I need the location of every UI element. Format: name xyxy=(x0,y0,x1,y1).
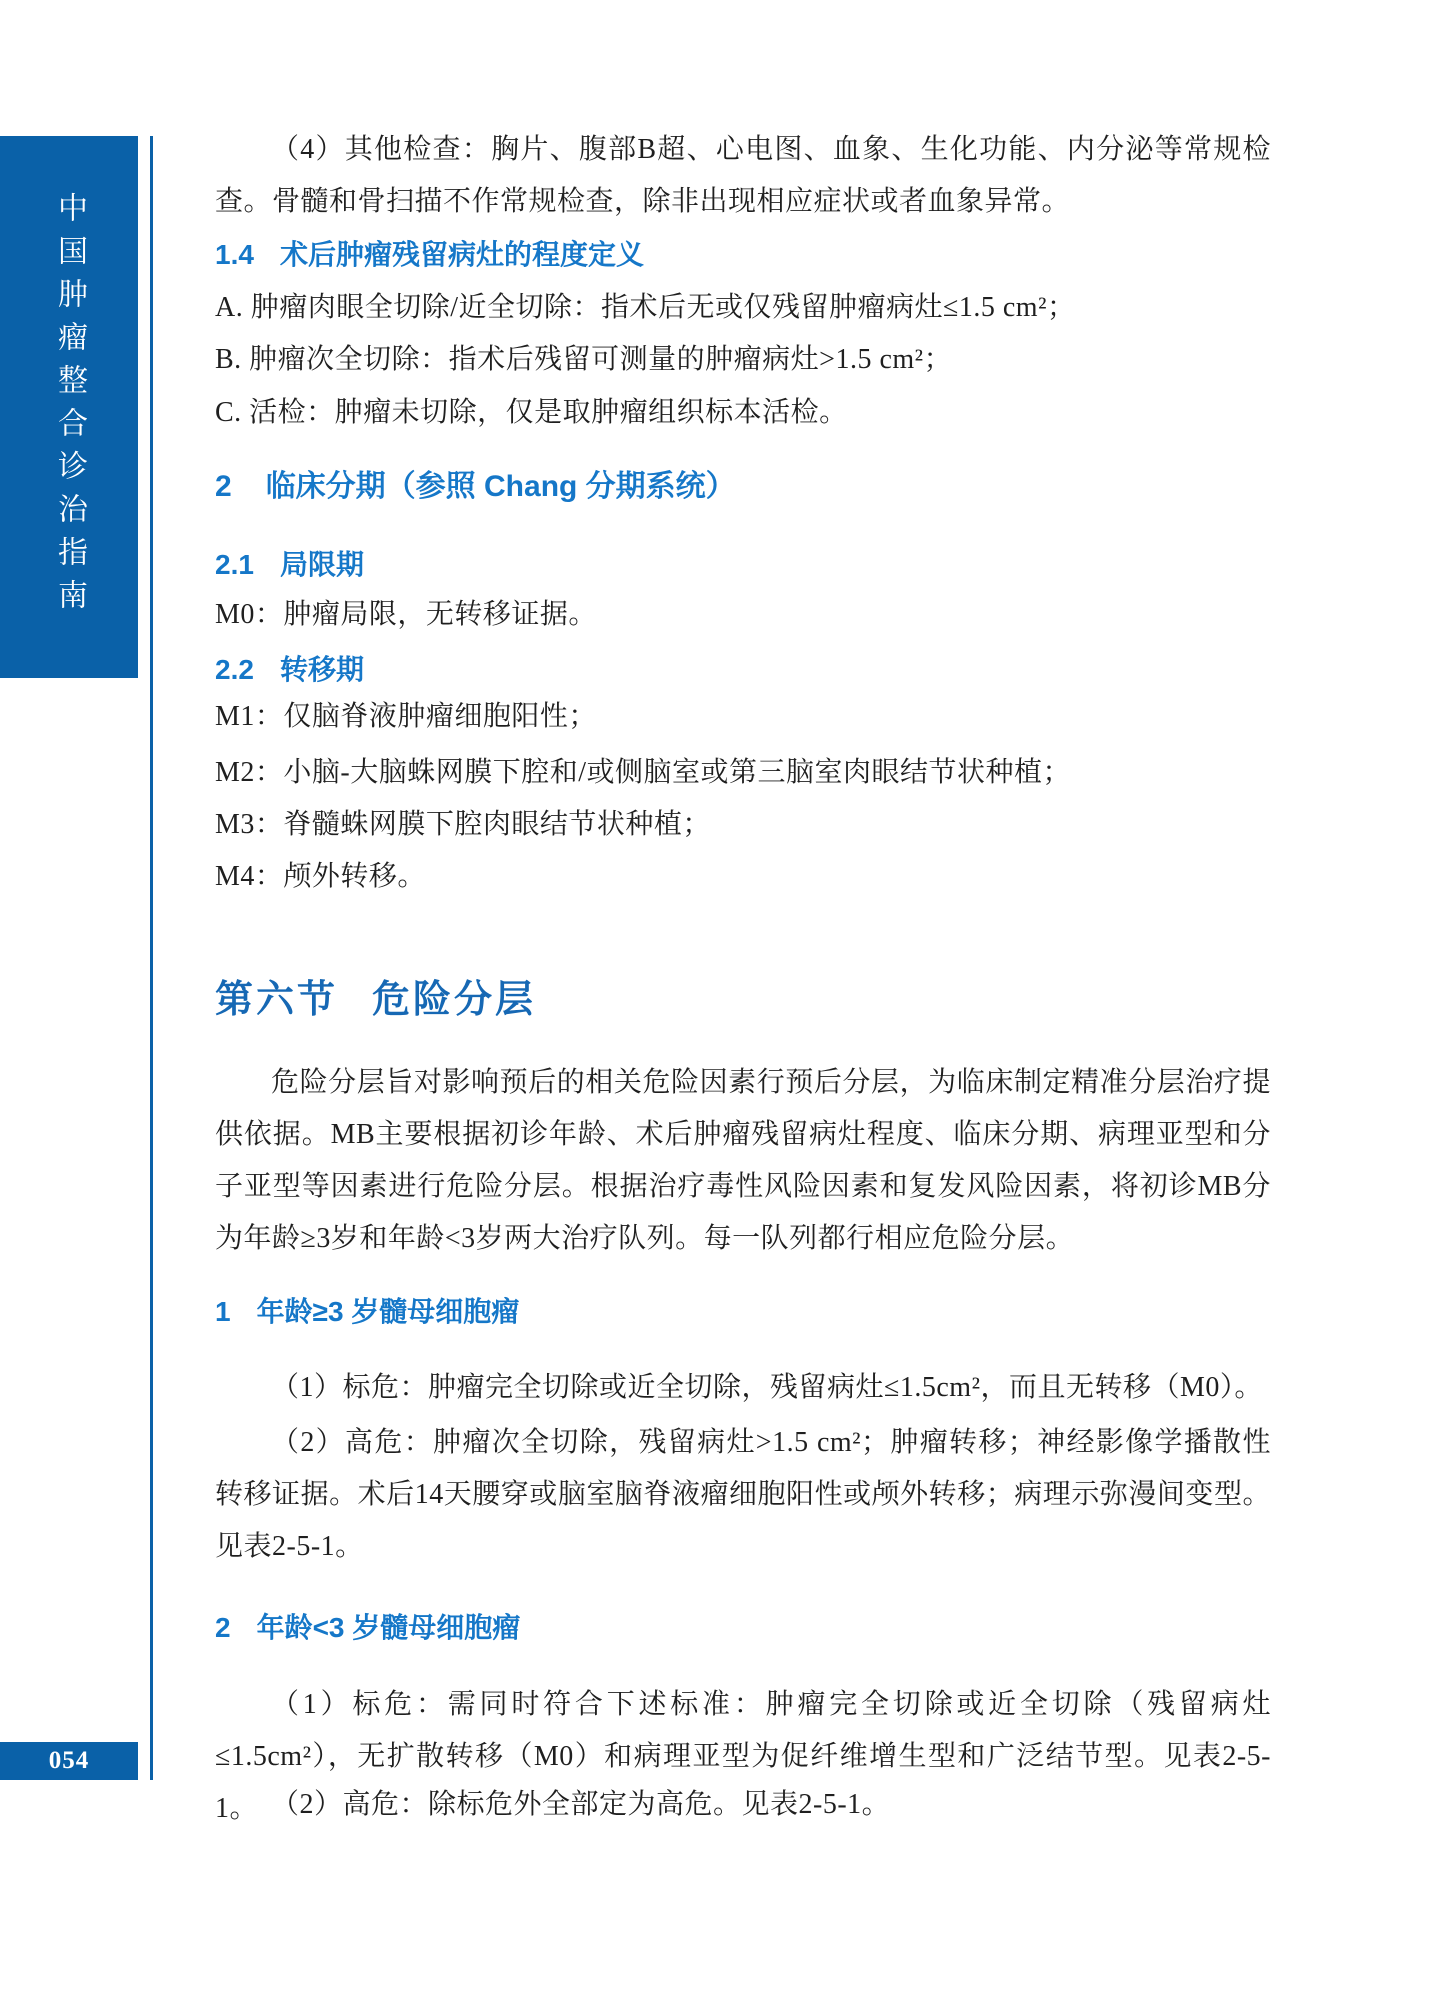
heading-title: 年龄≥3 岁髓母细胞瘤 xyxy=(256,1296,520,1327)
sidebar-title: 中国肿瘤整合诊治指南 xyxy=(53,192,86,622)
line-m2: M2：小脑-大脑蛛网膜下腔和/或侧脑室或第三脑室肉眼结节状种植； xyxy=(215,757,1072,788)
heading-number: 2.1 xyxy=(215,549,254,580)
line-m0: M0：肿瘤局限，无转移证据。 xyxy=(215,599,597,630)
heading-title: 年龄<3 岁髓母细胞瘤 xyxy=(256,1612,521,1643)
heading-2-2-metastatic xyxy=(215,644,1271,696)
heading-2-1-localized xyxy=(215,539,1271,591)
heading-number: 1 xyxy=(215,1296,231,1327)
page-number-badge xyxy=(0,1742,138,1780)
item-resection-b: B. 肿瘤次全切除：指术后残留可测量的肿瘤病灶>1.5 cm²； xyxy=(215,344,953,375)
heading-title: 转移期 xyxy=(279,654,364,685)
heading-number: 1.4 xyxy=(215,239,254,270)
divider-line xyxy=(150,136,153,1780)
heading-1-4-residual-definition xyxy=(215,229,1271,281)
paragraph-other-exams: （4）其他检查：胸片、腹部B超、心电图、血象、生化功能、内分泌等常规检查。骨髓和骨扫描不作常规检查，除非出现相应症状或者血象异常。 xyxy=(215,134,1271,217)
heading-clinical-staging xyxy=(215,459,1271,515)
page-number: 054 xyxy=(48,1747,90,1774)
heading-number: 2.2 xyxy=(215,654,254,685)
item-resection-c: C. 活检：肿瘤未切除，仅是取肿瘤组织标本活检。 xyxy=(215,397,848,428)
heading-age-lt3-mb xyxy=(215,1602,1271,1654)
heading-title: 局限期 xyxy=(279,549,364,580)
line-m1: M1：仅脑脊液肿瘤细胞阳性； xyxy=(215,701,597,732)
item-lt3-high-risk: （2）高危：除标危外全部定为高危。见表2-5-1。 xyxy=(271,1789,891,1820)
content-column xyxy=(215,0,1271,2010)
item-lt3-standard-risk: （1）标危：需同时符合下述标准：肿瘤完全切除或近全切除（残留病灶≤1.5cm²），无扩散转移（M0）和病理亚型为促纤维增生型和广泛结节型。见表2-5-1。 xyxy=(215,1689,1271,1824)
item-resection-a: A. 肿瘤肉眼全切除/近全切除：指术后无或仅残留肿瘤病灶≤1.5 cm²； xyxy=(215,292,1076,323)
sidebar-banner xyxy=(0,136,138,678)
chapter-title: 危险分层 xyxy=(372,979,537,1021)
heading-age-ge3-mb xyxy=(215,1286,1271,1338)
heading-title: 术后肿瘤残留病灶的程度定义 xyxy=(279,239,644,270)
chapter-label: 第六节 xyxy=(215,979,339,1021)
item-ge3-standard-risk: （1）标危：肿瘤完全切除或近全切除，残留病灶≤1.5cm²，而且无转移（M0）。 xyxy=(271,1372,1263,1403)
line-m4: M4：颅外转移。 xyxy=(215,861,426,892)
paragraph-risk-intro: 危险分层旨对影响预后的相关危险因素行预后分层，为临床制定精准分层治疗提供依据。MB主要根据初诊年龄、术后肿瘤残留病灶程度、临床分期、病理亚型和分子亚型等因素进行危险分层。根据治疗毒性风险因素和复发风险因素，将初诊MB分为年龄≥3岁和年龄<3岁两大治疗队列。每一队列都行相应危险分层。 xyxy=(215,1067,1271,1254)
heading-number: 2 xyxy=(215,1612,231,1643)
heading-number: 2 xyxy=(215,470,232,503)
chapter-heading-risk-stratification xyxy=(215,975,1271,1025)
line-m3: M3：脊髓蛛网膜下腔肉眼结节状种植； xyxy=(215,809,711,840)
item-ge3-high-risk: （2）高危：肿瘤次全切除，残留病灶>1.5 cm²；肿瘤转移；神经影像学播散性转移证据。术后14天腰穿或脑室脑脊液瘤细胞阳性或颅外转移；病理示弥漫间变型。见表2-5-1。 xyxy=(215,1427,1271,1562)
heading-title: 临床分期（参照 Chang 分期系统） xyxy=(265,470,736,503)
